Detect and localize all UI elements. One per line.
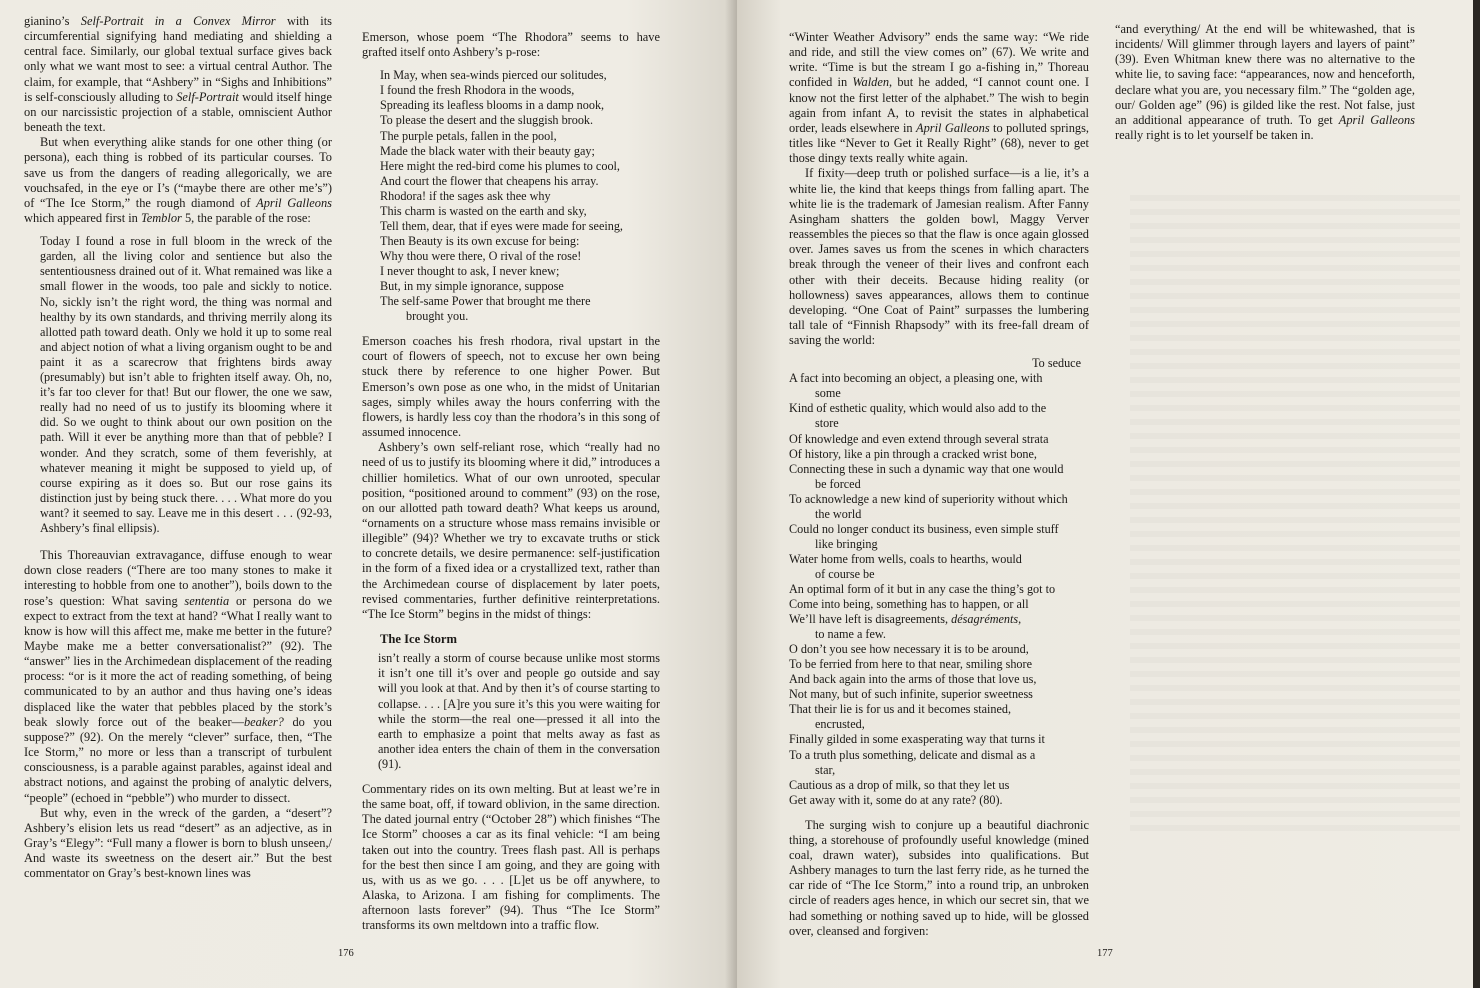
left-page [0,0,737,988]
paragraph: But when everything alike stands for one other thing (or persona), each thing is robbed of its particular courses. To save us from the dangers of reading allegorically, we are vouchsafed, in the eye or I’s (“maybe there are other me’s”) of “The Ice Storm,” the rough diamond of April Galleons which appeared first in Temblor 5, the parable of the rose: [24,135,332,226]
poem-line: Of knowledge and even extend through several strata [789,431,1049,446]
poem-line: To be ferried from here to that near, smiling shore [789,657,1032,672]
poem-line: brought you. [406,309,469,324]
poem-line: Of history, like a pin through a cracked wrist bone, [789,446,1037,461]
poem-line: Here might the red-bird come his plumes to cool, [380,158,620,173]
poem-line: That their lie is for us and it becomes stained, [789,702,1012,717]
quote-text: isn’t really a storm of course because unlike most storms it isn’t one till it’s over and people go outside and say will you look at that. And by then it’s of course starting to collapse. . . . [A]re you sure it’s this you were waiting for while the storm—the real one—pressed it all into the earth to emphasize a point that melts away as fast as another idea enters the chain of them in the conversation (91). [378,651,660,771]
poem-line: Get away with it, some do at any rate? (80). [789,792,1003,807]
poem-line-continuation: to name a few. [815,627,886,642]
poem-line-continuation: store [815,416,839,431]
poem-line: To acknowledge a new kind of superiority without which [789,491,1068,506]
poem-line: O don’t you see how necessary it is to be around, [789,642,1029,657]
poem-line: To a truth plus something, delicate and dismal as a [789,747,1036,762]
poem-line: And court the flower that cheapens his array. [380,173,599,188]
left-page-column-1 [24,14,332,882]
poem-line: Made the black water with their beauty gay; [380,143,595,158]
page-number-176: 176 [338,948,354,959]
paragraph: Emerson, whose poem “The Rhodora” seems to have grafted itself onto Ashbery’s p-rose: [362,30,660,60]
poem-line: This charm is wasted on the earth and sky, [380,203,587,218]
poem-line: But, in my simple ignorance, suppose [380,278,564,293]
right-page [737,0,1473,988]
poem-line: Rhodora! if the sages ask thee why [380,188,551,203]
poem-line: Kind of esthetic quality, which would also add to the [789,401,1047,416]
poem-line: I found the fresh Rhodora in the woods, [380,83,575,98]
poem-line: The purple petals, fallen in the pool, [380,128,557,143]
poem-line: I never thought to ask, I never knew; [380,263,560,278]
poem-line-continuation: of course be [815,566,875,581]
quote-text: Today I found a rose in full bloom in the wreck of the garden, all the living color and sentience but also the sententiousness drained out of it. What remained was like a small flower in the woods, too pale and sickly to notice. No, sickly isn’t the right word, the thing was normal and healthy by its own standards, and thriving merrily along its allotted path toward death. Only we hold it up to some real and abject notion of what a living organism ought to be and paint it as a scarecrow that frightens birds away (presumably) but isn’t able to frighten itself away. Oh, no, it’s far too clever for that! But our flower, the one we saw, really had no need of us to justify its blooming where it did. So we ought to think about our own position on the path. Will it ever be anything more than that of pebble? I wonder. And they scratch, some of them feverishly, at whatever meaning it might be supposed to yield up, of course expiring as it does so. But our rose gains its distinction just by being stuck there. . . . What more do you want? it seemed to say. Leave me in this desert . . . (92-93, Ashbery’s final ellipsis). [40,234,332,535]
paragraph: “Winter Weather Advisory” ends the same way: “We ride and ride, and still the view comes on” (67). We write and write. “Time is but the stream I go a-fishing in,” Thoreau confided in Walden, but he added, “I cannot count one. I know not the first letter of the alphabet.” The wish to begin again from infant A, to revisit the states in alphabetical order, leads elsewhere in April Galleons to polluted springs, titles like “Never to Get it Really Right” (68), never to get those dingy texts really white again. [789,30,1090,166]
page-number-177: 177 [1097,948,1113,959]
poem-line: Could no longer conduct its business, even simple stuff [789,521,1059,536]
block-quote-ice-storm [378,651,660,772]
poem-line: Connecting these in such a dynamic way that one would [789,461,1064,476]
poem-line: To please the desert and the sluggish brook. [380,113,594,128]
block-quote-rose [40,234,332,536]
poem-line-continuation: encrusted, [815,717,865,732]
paragraph: Emerson coaches his fresh rhodora, rival upstart in the court of flowers of speech, not to excuse her own being stuck there by reference to one higher Power. But Emerson’s own pose as one who, in the midst of Unitarian sages, simply whiles away the hours conferring with the flowers, is hardly less coy than the rhodora’s in this song of assumed innocence. [362,334,660,440]
poem-line-continuation: be forced [815,476,861,491]
poem-line-continuation: like bringing [815,536,878,551]
poem-line: Come into being, something has to happen, or all [789,597,1029,612]
poem-line: Water home from wells, coals to hearths, would [789,551,1022,566]
poem-line: Why thou were there, O rival of the rose! [380,248,582,263]
paragraph: The surging wish to conjure up a beautiful diachronic thing, a storehouse of profoundly useful knowledge (mined coal, drawn water), subsides into qualifications. But Ashbery manages to turn the last ferry ride, as he turned the car ride of “The Ice Storm,” into a round trip, an unbroken circle of readers ages hence, in which our secret sin, that we had something or nothing saved up to hide, will be glossed over, cleansed and forgiven: [789,817,1089,938]
poem-line-continuation: some [815,386,841,401]
poem-line: Finally gilded in some exasperating way that turns it [789,732,1045,747]
paragraph: “and everything/ At the end will be whitewashed, that is incidents/ Will glimmer through layers and layers of paint” (39). Even Whitman knew there was no alternative to the white lie, to saving face: “appearances, now and henceforth, declare what you are, you necessary film.” The “golden age, our/ Golden age” (96) is gilded like the rest. Not false, just an additional appearance of truth. To get April Galleons really right is to let yourself be taken in. [1115,22,1416,143]
poem-line-continuation: star, [815,762,836,777]
poem-line: A fact into becoming an object, a pleasing one, with [789,371,1043,386]
poem-line: Spreading its leafless blooms in a damp nook, [380,98,605,113]
poem-first-line: To seduce [1032,356,1081,371]
poem-line: Then Beauty is its own excuse for being: [380,233,580,248]
poem-line: And back again into the arms of those that love us, [789,672,1037,687]
paragraph: gianino’s Self-Portrait in a Convex Mirror with its circumferential signifying hand mediating and shielding a central face. Similarly, our global textual surface gives back only what we want most to see: a virtual central Author. The claim, for example, that “Ashbery” in “Sighs and Inhibitions” is self-consciously alluding to Self-Portrait would itself hinge on our narcissistic projection of a stable, omniscient Author beneath the text. [24,14,332,135]
poem-line: Tell them, dear, that if eyes were made for seeing, [380,218,623,233]
paragraph: If fixity—deep truth or polished surface—is a lie, it’s a white lie, the kind that keeps things from falling apart. The white lie is the trademark of Jamesian realism. After Fanny Asingham shatters the golden bowl, Maggy Verver reassembles the pieces so that the flaw is once again glossed over. James saves us from the scenes in which characters break through the veneer of their lives and confront each other with their deceits. Because hiding reality (or hollowness) saves appearances, allows them to continue developing. “One Coat of Paint” surpasses the lumbering tall tale of “Finnish Rhapsody” with its free-fall dream of saving the world: [789,166,1089,348]
poem-line: We’ll have left is disagreements, désagréments, [789,612,1022,627]
left-page-column-2 [362,30,660,934]
poem-line-continuation: the world [815,506,862,521]
poem-line: Cautious as a drop of milk, so that they let us [789,777,1010,792]
paragraph: Commentary rides on its own melting. But at least we’re in the same boat, off, if toward oblivion, in the same direction. The dated journal entry (“October 28”) which finishes “The Ice Storm” chooses a car as its final vehicle: “I am being taken out into the country. Trees flash past. All is perhaps for the best then since I am going, and they are going with us, with us as we go. . . . [L]et us be off anywhere, to Alaska, to Arizona. I am fishing for compliments. The afternoon lasts forever” (94). Thus “The Ice Storm” transforms its own meltdown into a traffic flow. [362,781,660,933]
poem-line: In May, when sea-winds pierced our solitudes, [380,68,607,83]
poem-one-coat-of-paint [789,356,1089,807]
section-title-ice-storm: The Ice Storm [380,632,457,647]
right-page-column-2 [1115,22,1415,143]
poem-line: The self-same Power that brought me there [380,294,591,309]
paragraph: But why, even in the wreck of the garden, a “desert”? Ashbery’s elision lets us read “desert” as an adjective, as in Gray’s “Elegy”: “Full many a flower is born to blush unseen,/ And waste its sweetness on the desert air.” But the best commentator on Gray’s best-known lines was [24,805,332,881]
paragraph: This Thoreauvian extravagance, diffuse enough to wear down close readers (“There are too many stones to make it interesting to hobble from one to another”), boils down to the rose’s question: What saving sententia or persona do we expect to extract from the text at hand? “What I really want to know is how will this affect me, make me better in the future? Maybe make me a better conversationalist?” (92). The “answer” lies in the Archimedean displacement of the reading process: “or is it more the act of reading something, of being communicated to by an author and thus having one’s ideas displaced like the water that pebbles placed by the stork’s beak slowly force out of the beaker—beaker? do you suppose?” (92). On the merely “clever” surface, then, “The Ice Storm,” no more or less than a transcript of turbulent consciousness, is a parable against parables, against ideal and abstract notions, and against the probing of analytic delvers, “people” (echoed in “pebble”) who murder to dissect. [24,548,332,805]
poem-line: An optimal form of it but in any case the thing’s got to [789,581,1056,596]
poem-the-rhodora [380,68,660,324]
paragraph: Ashbery’s own self-reliant rose, which “really had no need of us to justify its blooming where it did,” introduces a chillier homiletics. What of our own unrooted, specular position, “positioned around to comment” (93) on the rose, on our allotted path toward death? What keeps us around, “ornaments on a structure whose mass remains invisible or illegible” (94)? Whether we try to excavate truths or stick to concrete details, we desire permanence: self-justification in the form of a fixed idea or a crystallized text, rather than the Archimedean course of displacement by later poets, revised commentaries, further definitive reinterpretations. “The Ice Storm” begins in the midst of things: [362,440,661,621]
poem-line: Not many, but of such infinite, superior sweetness [789,687,1033,702]
right-page-column-1 [789,30,1089,939]
